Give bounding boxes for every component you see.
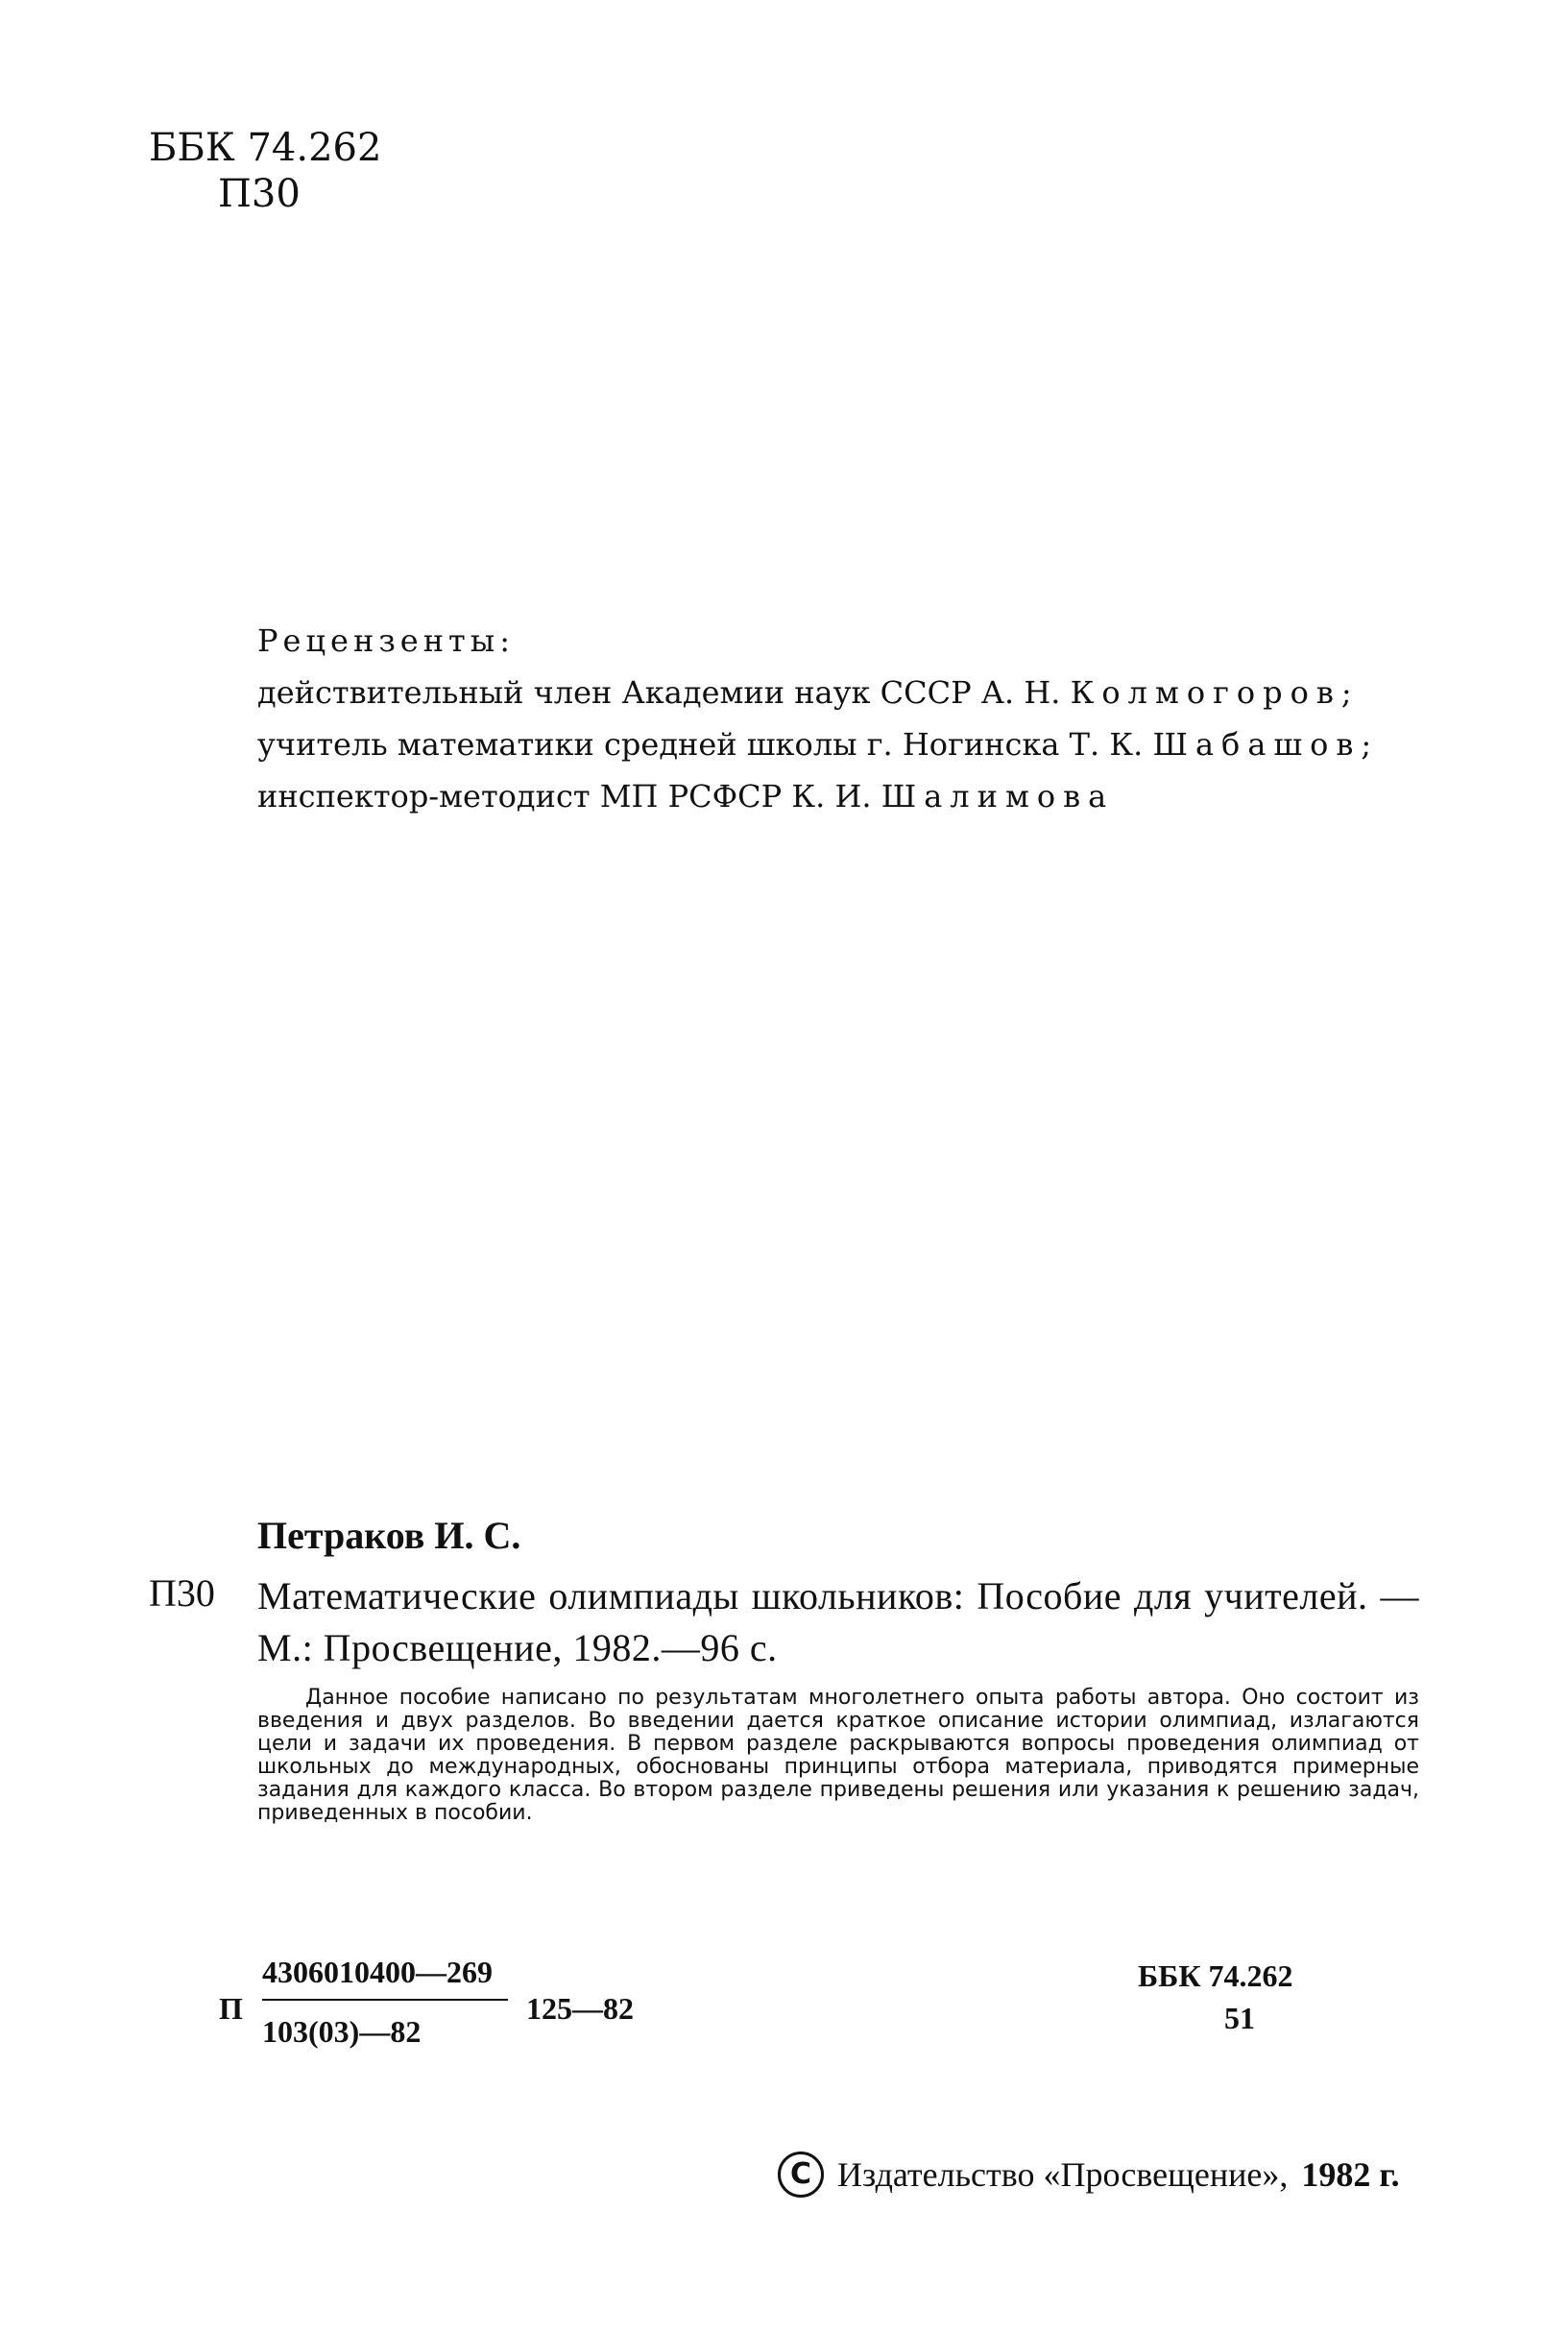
code-numerator: 4306010400—269: [262, 1955, 493, 1989]
top-author-index: П30: [218, 172, 301, 216]
reviewers-heading: Рецензенты:: [257, 622, 515, 659]
code-denominator: 103(03)—82: [262, 2014, 422, 2049]
reviewer-prefix: действительный член Академии наук СССР А. Н.: [257, 674, 1071, 711]
reviewer-line: [257, 718, 1371, 770]
reviewer-line: [257, 770, 1371, 822]
copyright-line: [778, 2152, 1400, 2198]
code-letter: П: [219, 1991, 243, 2026]
entry-index: П30: [149, 1571, 215, 1615]
code-suffix: 125—82: [526, 1991, 634, 2026]
reviewer-prefix: инспектор-методист МП РСФСР К. И.: [257, 778, 881, 814]
reviewer-name: Шалимова: [880, 778, 1115, 814]
reviewer-prefix: учитель математики средней школы г. Ногинска Т. К.: [257, 726, 1153, 763]
book-title: Математические олимпиады школьников: Пособие для учителей. — М.: Просвещение, 1982.—96 с.: [257, 1574, 1419, 1669]
author-name: Петраков И. С.: [257, 1514, 521, 1557]
bottom-bbk-index: 51: [1224, 2001, 1255, 2035]
copyright-icon: C: [778, 2152, 824, 2198]
reviewer-name: Колмогоров: [1070, 674, 1341, 711]
top-bbk-code: ББК 74.262: [149, 126, 382, 170]
bottom-bbk-code: ББК 74.262: [1138, 1958, 1293, 1993]
top-classification: [149, 125, 381, 217]
copyright-year: 1982 г.: [1301, 2155, 1400, 2194]
copyright-publisher: Издательство «Просвещение»,: [837, 2155, 1289, 2194]
reviewer-suffix: ;: [1340, 674, 1352, 711]
reviewers-block: [257, 615, 1371, 822]
fraction-bar: [262, 1999, 508, 2001]
annotation-paragraph: Данное пособие написано по результатам многолетнего опыта работы автора. Оно состоит из введения и двух разделов. Во введении дается краткое описание истории олимпиад, излагаются цели и задачи их проведения. В первом разделе раскрываются вопросы проведения олимпиад от школьных до международных, обоснованы принципы отбора материала, приводятся примерные задания для каждого класса. Во втором разделе приведены решения или указания к решению задач, приведенных в пособии.: [257, 1686, 1419, 1825]
reviewer-suffix: ;: [1361, 726, 1372, 763]
bottom-classification: [1138, 1955, 1293, 2039]
reviewer-name: Шабашов: [1152, 726, 1362, 763]
reviewer-line: [257, 667, 1371, 718]
